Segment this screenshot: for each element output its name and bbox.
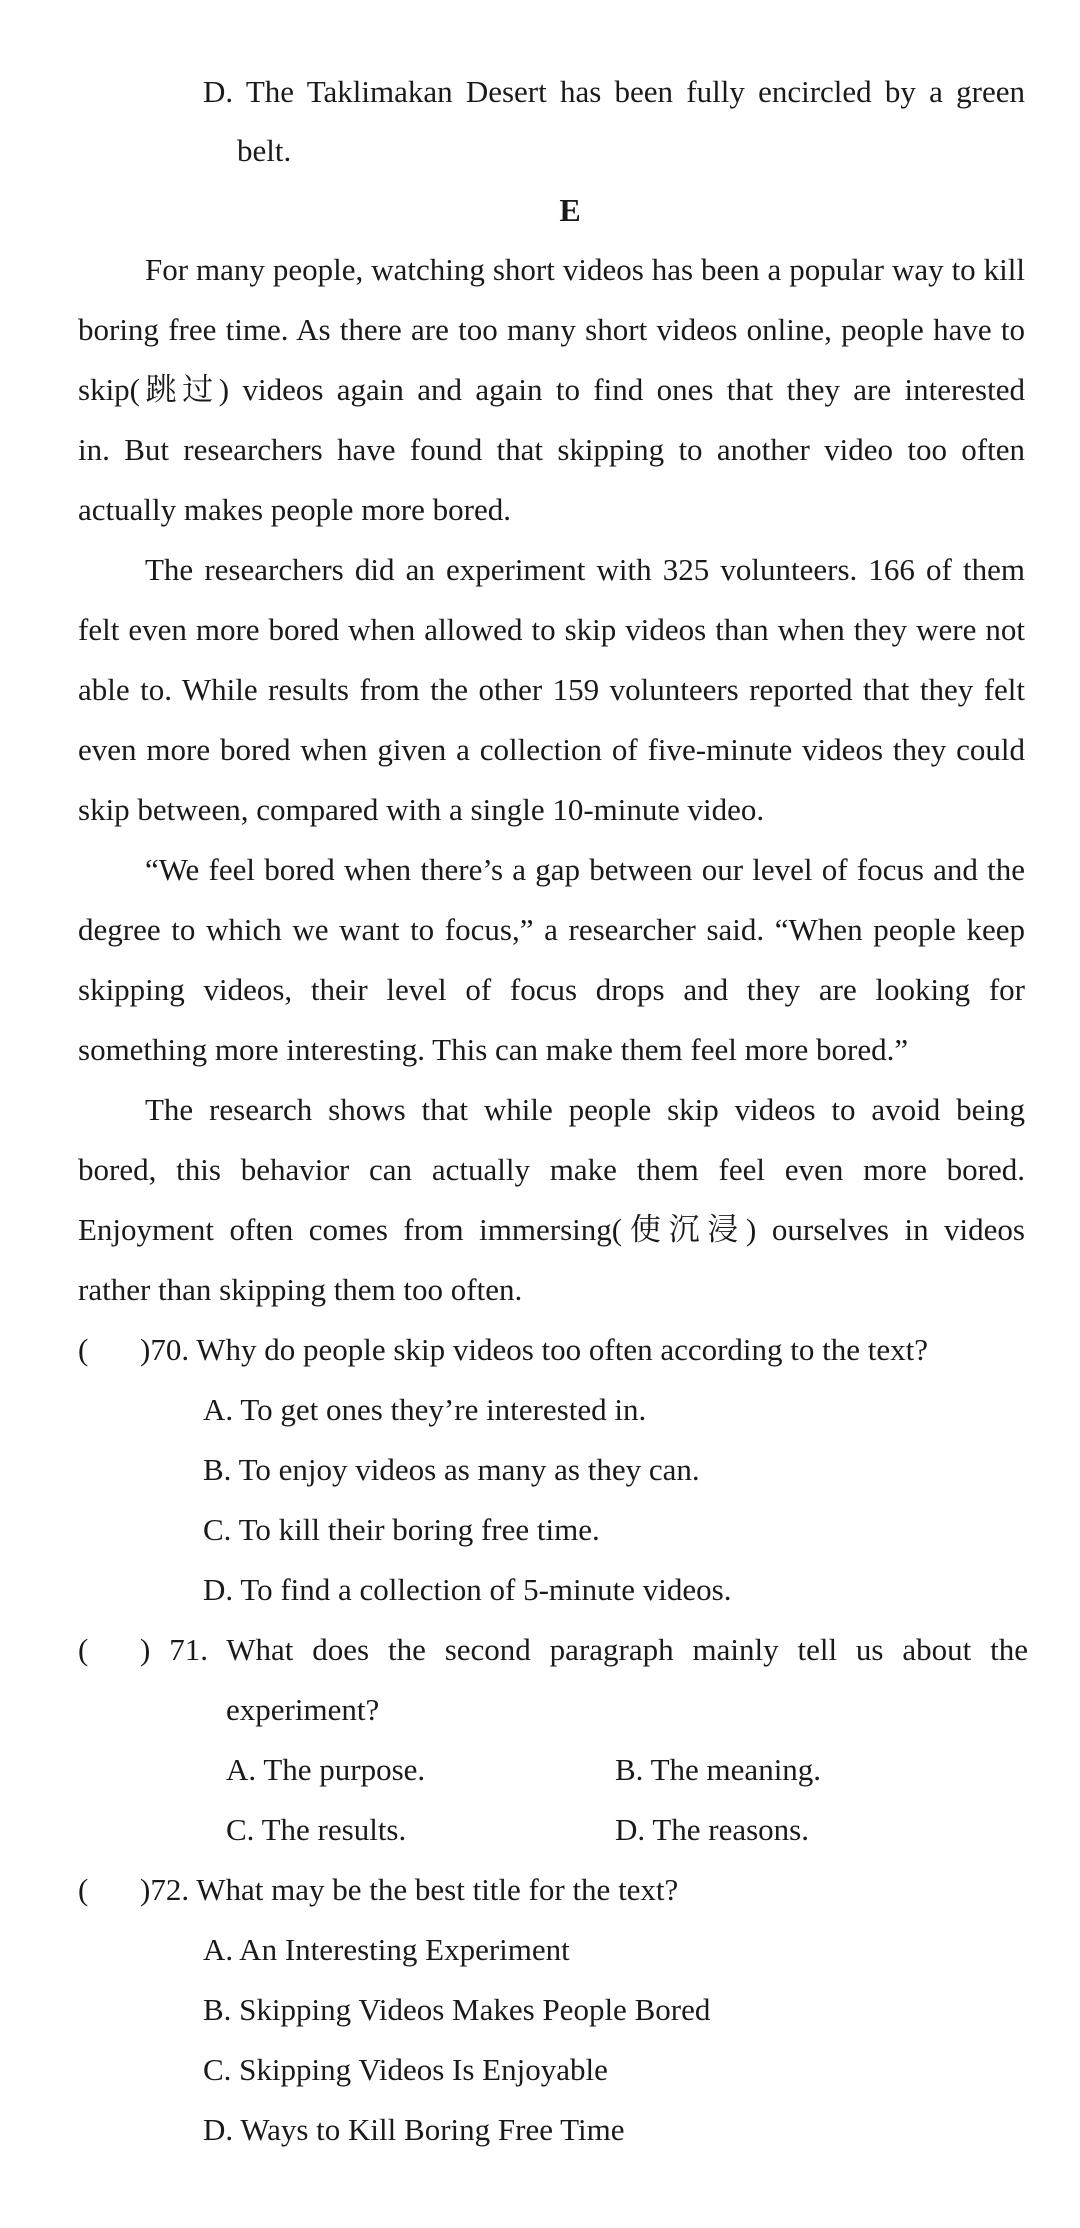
- q72-answer-bracket[interactable]: (: [78, 1872, 89, 1907]
- passage-p2-line2: felt even more bored when allowed to skip videos than when they were not: [78, 612, 1025, 647]
- q72-stem: )72. What may be the best title for the text?: [140, 1872, 679, 1907]
- q72-option-d: D. Ways to Kill Boring Free Time: [203, 2112, 625, 2147]
- passage-p4-line3: Enjoyment often comes from immersing(使沉浸) ourselves in videos: [78, 1212, 1025, 1247]
- passage-p1-line4: in. But researchers have found that skipping to another video too often: [78, 432, 1025, 467]
- passage-p2-line4: even more bored when given a collection of five-minute videos they could: [78, 732, 1025, 767]
- q70-option-d: D. To find a collection of 5-minute videos.: [203, 1572, 732, 1607]
- q71-option-b: B. The meaning.: [615, 1752, 822, 1787]
- passage-p2-line3: able to. While results from the other 159 volunteers reported that they felt: [78, 672, 1025, 707]
- q72-option-c: C. Skipping Videos Is Enjoyable: [203, 2052, 608, 2087]
- passage-p4-line1: The research shows that while people skip videos to avoid being: [145, 1092, 1025, 1127]
- q71-stem-line2: experiment?: [226, 1692, 380, 1727]
- prev-option-d-line2: belt.: [237, 133, 292, 168]
- q71-stem-line1: ) 71. What does the second paragraph mainly tell us about the: [140, 1632, 1028, 1667]
- passage-p3-line1: “We feel bored when there’s a gap between our level of focus and the: [145, 852, 1025, 887]
- q70-option-b: B. To enjoy videos as many as they can.: [203, 1452, 700, 1487]
- passage-p3-line3: skipping videos, their level of focus drops and they are looking for: [78, 972, 1025, 1007]
- q71-option-a: A. The purpose.: [226, 1752, 426, 1787]
- section-heading: E: [559, 192, 581, 228]
- q71-answer-bracket[interactable]: (: [78, 1632, 89, 1667]
- passage-p1-line3: skip(跳过) videos again and again to find ones that they are interested: [78, 372, 1025, 407]
- q70-answer-bracket[interactable]: (: [78, 1332, 89, 1367]
- q72-option-b: B. Skipping Videos Makes People Bored: [203, 1992, 711, 2027]
- q72-option-a: A. An Interesting Experiment: [203, 1932, 570, 1967]
- passage-p3-line4: something more interesting. This can make them feel more bored.”: [78, 1032, 909, 1067]
- passage-p4-line4: rather than skipping them too often.: [78, 1272, 523, 1307]
- prev-option-d-line1: D. The Taklimakan Desert has been fully encircled by a green: [203, 74, 1025, 109]
- q71-option-d: D. The reasons.: [615, 1812, 809, 1847]
- q71-option-c: C. The results.: [226, 1812, 407, 1847]
- passage-p1-line2: boring free time. As there are too many short videos online, people have to: [78, 312, 1025, 347]
- q70-option-a: A. To get ones they’re interested in.: [203, 1392, 647, 1427]
- passage-p1-line5: actually makes people more bored.: [78, 492, 511, 527]
- q70-stem: )70. Why do people skip videos too often according to the text?: [140, 1332, 929, 1367]
- q70-option-c: C. To kill their boring free time.: [203, 1512, 600, 1547]
- passage-p2-line5: skip between, compared with a single 10-minute video.: [78, 792, 765, 827]
- passage-p1-line1: For many people, watching short videos has been a popular way to kill: [145, 252, 1025, 287]
- passage-p4-line2: bored, this behavior can actually make them feel even more bored.: [78, 1152, 1025, 1187]
- passage-p2-line1: The researchers did an experiment with 325 volunteers. 166 of them: [145, 552, 1025, 587]
- passage-p3-line2: degree to which we want to focus,” a researcher said. “When people keep: [78, 912, 1025, 947]
